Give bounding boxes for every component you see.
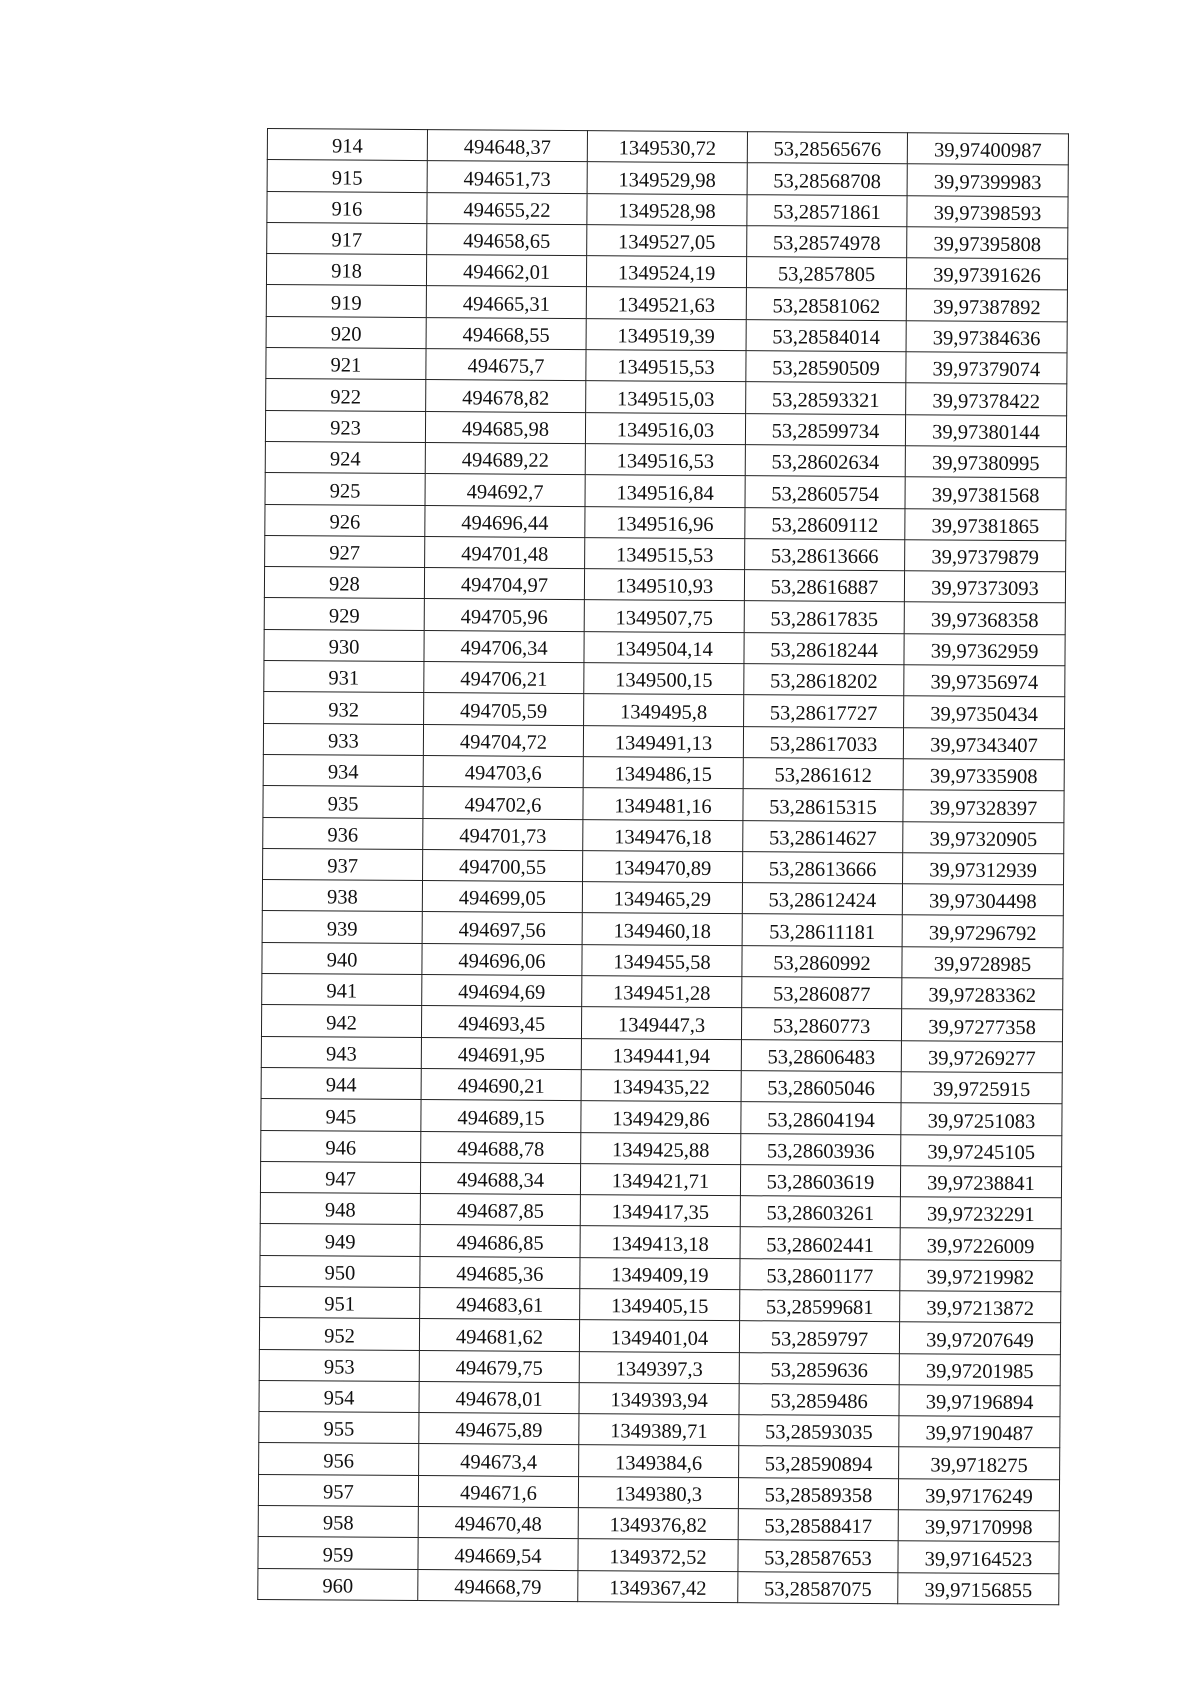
x-coordinate-cell: 494688,78 [421,1131,581,1163]
latitude-cell: 53,28571861 [747,194,907,226]
x-coordinate-cell: 494699,05 [422,881,582,913]
latitude-cell: 53,28568708 [747,163,907,195]
longitude-cell: 39,97176249 [898,1478,1059,1510]
y-coordinate-cell: 1349530,72 [587,131,747,163]
y-coordinate-cell: 1349460,18 [582,913,742,945]
longitude-cell: 39,97312939 [903,853,1064,885]
latitude-cell: 53,28581062 [746,288,906,320]
x-coordinate-cell: 494668,79 [418,1569,578,1601]
point-number-cell: 947 [260,1161,420,1193]
latitude-cell: 53,28602441 [740,1227,900,1259]
longitude-cell: 39,97245105 [901,1134,1062,1166]
y-coordinate-cell: 1349441,94 [581,1038,741,1070]
latitude-cell: 53,2860877 [742,977,902,1009]
point-number-cell: 951 [260,1286,420,1318]
longitude-cell: 39,9718275 [899,1447,1060,1479]
y-coordinate-cell: 1349491,13 [583,725,743,757]
latitude-cell: 53,28603936 [741,1133,901,1165]
point-number-cell: 960 [258,1568,418,1600]
point-number-cell: 948 [260,1193,420,1225]
latitude-cell: 53,2860773 [741,1008,901,1040]
point-number-cell: 921 [266,348,426,380]
point-number-cell: 950 [260,1255,420,1287]
y-coordinate-cell: 1349481,16 [583,788,743,820]
y-coordinate-cell: 1349476,18 [583,819,743,851]
longitude-cell: 39,97164523 [898,1541,1059,1573]
x-coordinate-cell: 494705,59 [424,693,584,725]
point-number-cell: 944 [261,1067,421,1099]
x-coordinate-cell: 494694,69 [422,975,582,1007]
latitude-cell: 53,28617727 [744,695,904,727]
longitude-cell: 39,97400987 [907,133,1068,165]
y-coordinate-cell: 1349516,53 [585,444,745,476]
longitude-cell: 39,97201985 [899,1353,1060,1385]
longitude-cell: 39,97350434 [904,696,1065,728]
point-number-cell: 940 [262,942,422,974]
y-coordinate-cell: 1349515,53 [585,537,745,569]
y-coordinate-cell: 1349417,35 [580,1195,740,1227]
x-coordinate-cell: 494655,22 [427,192,587,224]
latitude-cell: 53,28616887 [744,570,904,602]
x-coordinate-cell: 494689,15 [421,1100,581,1132]
y-coordinate-cell: 1349515,53 [586,350,746,382]
point-number-cell: 953 [259,1349,419,1381]
x-coordinate-cell: 494692,7 [425,474,585,506]
longitude-cell: 39,97296792 [902,915,1063,947]
longitude-cell: 39,97328397 [903,790,1064,822]
x-coordinate-cell: 494673,4 [419,1444,579,1476]
y-coordinate-cell: 1349516,84 [585,475,745,507]
latitude-cell: 53,2861612 [743,758,903,790]
point-number-cell: 938 [262,880,422,912]
point-number-cell: 924 [265,441,425,473]
y-coordinate-cell: 1349389,71 [579,1414,739,1446]
point-number-cell: 928 [264,567,424,599]
x-coordinate-cell: 494681,62 [419,1319,579,1351]
x-coordinate-cell: 494688,34 [420,1162,580,1194]
y-coordinate-cell: 1349516,96 [585,506,745,538]
longitude-cell: 39,97219982 [900,1259,1061,1291]
point-number-cell: 935 [263,786,423,818]
latitude-cell: 53,28605046 [741,1071,901,1103]
latitude-cell: 53,28617033 [743,726,903,758]
point-number-cell: 922 [266,379,426,411]
latitude-cell: 53,28593035 [739,1415,899,1447]
point-number-cell: 957 [258,1474,418,1506]
point-number-cell: 939 [262,911,422,943]
latitude-cell: 53,28602634 [745,445,905,477]
y-coordinate-cell: 1349455,58 [582,944,742,976]
latitude-cell: 53,28590894 [739,1446,899,1478]
point-number-cell: 937 [263,848,423,880]
longitude-cell: 39,97226009 [900,1228,1061,1260]
longitude-cell: 39,97384636 [906,321,1067,353]
longitude-cell: 39,97381865 [905,508,1066,540]
longitude-cell: 39,97378422 [906,383,1067,415]
longitude-cell: 39,97170998 [898,1510,1059,1542]
x-coordinate-cell: 494679,75 [419,1350,579,1382]
x-coordinate-cell: 494683,61 [420,1288,580,1320]
y-coordinate-cell: 1349435,22 [581,1070,741,1102]
y-coordinate-cell: 1349425,88 [581,1132,741,1164]
x-coordinate-cell: 494705,96 [424,599,584,631]
longitude-cell: 39,9728985 [902,946,1063,978]
point-number-cell: 956 [259,1443,419,1475]
x-coordinate-cell: 494701,48 [425,536,585,568]
y-coordinate-cell: 1349397,3 [579,1351,739,1383]
y-coordinate-cell: 1349515,03 [586,381,746,413]
x-coordinate-cell: 494675,89 [419,1413,579,1445]
y-coordinate-cell: 1349376,82 [578,1508,738,1540]
longitude-cell: 39,97251083 [901,1103,1062,1135]
x-coordinate-cell: 494696,44 [425,505,585,537]
x-coordinate-cell: 494685,36 [420,1256,580,1288]
coordinates-table [257,128,1069,1605]
latitude-cell: 53,28611181 [742,914,902,946]
latitude-cell: 53,28618244 [744,632,904,664]
latitude-cell: 53,28618202 [744,664,904,696]
point-number-cell: 914 [267,129,427,161]
latitude-cell: 53,28590509 [746,351,906,383]
point-number-cell: 927 [265,535,425,567]
point-number-cell: 934 [263,754,423,786]
longitude-cell: 39,97283362 [902,978,1063,1010]
latitude-cell: 53,28604194 [741,1102,901,1134]
longitude-cell: 39,97343407 [903,727,1064,759]
longitude-cell: 39,97398593 [907,195,1068,227]
latitude-cell: 53,2859486 [739,1384,899,1416]
latitude-cell: 53,28613666 [743,851,903,883]
latitude-cell: 53,28603261 [740,1196,900,1228]
y-coordinate-cell: 1349527,05 [587,225,747,257]
x-coordinate-cell: 494675,7 [426,349,586,381]
point-number-cell: 925 [265,473,425,505]
y-coordinate-cell: 1349409,19 [580,1257,740,1289]
y-coordinate-cell: 1349380,3 [578,1476,738,1508]
point-number-cell: 926 [265,504,425,536]
latitude-cell: 53,28613666 [745,539,905,571]
x-coordinate-cell: 494671,6 [418,1475,578,1507]
y-coordinate-cell: 1349516,03 [585,412,745,444]
x-coordinate-cell: 494701,73 [423,818,583,850]
point-number-cell: 930 [264,629,424,661]
x-coordinate-cell: 494703,6 [423,755,583,787]
latitude-cell: 53,28599734 [745,413,905,445]
y-coordinate-cell: 1349429,86 [581,1101,741,1133]
y-coordinate-cell: 1349500,15 [584,663,744,695]
latitude-cell: 53,2859636 [739,1352,899,1384]
x-coordinate-cell: 494690,21 [421,1068,581,1100]
point-number-cell: 958 [258,1506,418,1538]
longitude-cell: 39,97213872 [900,1291,1061,1323]
latitude-cell: 53,28587075 [738,1571,898,1603]
y-coordinate-cell: 1349507,75 [584,600,744,632]
y-coordinate-cell: 1349451,28 [582,976,742,1008]
longitude-cell: 39,97373093 [904,571,1065,603]
x-coordinate-cell: 494696,06 [422,943,582,975]
latitude-cell: 53,28615315 [743,789,903,821]
point-number-cell: 915 [267,160,427,192]
latitude-cell: 53,2860992 [742,945,902,977]
y-coordinate-cell: 1349447,3 [581,1007,741,1039]
x-coordinate-cell: 494697,56 [422,912,582,944]
longitude-cell: 39,97320905 [903,821,1064,853]
y-coordinate-cell: 1349393,94 [579,1382,739,1414]
point-number-cell: 917 [267,222,427,254]
longitude-cell: 39,97379879 [905,540,1066,572]
latitude-cell: 53,28565676 [747,132,907,164]
y-coordinate-cell: 1349384,6 [579,1445,739,1477]
point-number-cell: 942 [261,1005,421,1037]
latitude-cell: 53,28593321 [746,382,906,414]
x-coordinate-cell: 494686,85 [420,1225,580,1257]
point-number-cell: 954 [259,1380,419,1412]
longitude-cell: 39,97381568 [905,477,1066,509]
x-coordinate-cell: 494693,45 [421,1006,581,1038]
longitude-cell: 39,97380995 [905,446,1066,478]
latitude-cell: 53,28574978 [747,226,907,258]
table-row [258,1568,1059,1605]
y-coordinate-cell: 1349521,63 [586,287,746,319]
longitude-cell: 39,97362959 [904,633,1065,665]
x-coordinate-cell: 494706,21 [424,662,584,694]
longitude-cell: 39,97304498 [902,884,1063,916]
y-coordinate-cell: 1349470,89 [583,850,743,882]
longitude-cell: 39,97387892 [906,289,1067,321]
x-coordinate-cell: 494670,48 [418,1507,578,1539]
x-coordinate-cell: 494704,97 [424,568,584,600]
latitude-cell: 53,28587653 [738,1540,898,1572]
latitude-cell: 53,28609112 [745,507,905,539]
point-number-cell: 941 [262,974,422,1006]
latitude-cell: 53,28589358 [738,1477,898,1509]
y-coordinate-cell: 1349405,15 [580,1289,740,1321]
y-coordinate-cell: 1349421,71 [580,1163,740,1195]
x-coordinate-cell: 494700,55 [423,849,583,881]
longitude-cell: 39,97379074 [906,352,1067,384]
x-coordinate-cell: 494648,37 [427,130,587,162]
x-coordinate-cell: 494665,31 [426,286,586,318]
x-coordinate-cell: 494651,73 [427,161,587,193]
latitude-cell: 53,28588417 [738,1509,898,1541]
latitude-cell: 53,28603619 [740,1164,900,1196]
longitude-cell: 39,97207649 [899,1322,1060,1354]
x-coordinate-cell: 494685,98 [425,411,585,443]
point-number-cell: 943 [261,1036,421,1068]
latitude-cell: 53,28614627 [743,820,903,852]
y-coordinate-cell: 1349372,52 [578,1539,738,1571]
longitude-cell: 39,97335908 [903,759,1064,791]
point-number-cell: 945 [261,1099,421,1131]
longitude-cell: 39,97391626 [906,258,1067,290]
x-coordinate-cell: 494678,01 [419,1381,579,1413]
point-number-cell: 933 [263,723,423,755]
y-coordinate-cell: 1349529,98 [587,162,747,194]
longitude-cell: 39,97232291 [900,1197,1061,1229]
y-coordinate-cell: 1349367,42 [578,1570,738,1602]
y-coordinate-cell: 1349401,04 [579,1320,739,1352]
latitude-cell: 53,28599681 [740,1290,900,1322]
x-coordinate-cell: 494687,85 [420,1194,580,1226]
y-coordinate-cell: 1349528,98 [587,193,747,225]
longitude-cell: 39,97399983 [907,164,1068,196]
x-coordinate-cell: 494689,22 [425,443,585,475]
longitude-cell: 39,97380144 [905,414,1066,446]
point-number-cell: 946 [261,1130,421,1162]
coordinates-table-body [258,129,1069,1605]
longitude-cell: 39,97238841 [900,1166,1061,1198]
latitude-cell: 53,2859797 [739,1321,899,1353]
y-coordinate-cell: 1349510,93 [584,569,744,601]
x-coordinate-cell: 494706,34 [424,630,584,662]
point-number-cell: 920 [266,316,426,348]
y-coordinate-cell: 1349504,14 [584,631,744,663]
x-coordinate-cell: 494668,55 [426,317,586,349]
x-coordinate-cell: 494658,65 [427,223,587,255]
y-coordinate-cell: 1349413,18 [580,1226,740,1258]
y-coordinate-cell: 1349495,8 [584,694,744,726]
latitude-cell: 53,28601177 [740,1258,900,1290]
latitude-cell: 53,28617835 [744,601,904,633]
longitude-cell: 39,97395808 [907,227,1068,259]
point-number-cell: 949 [260,1224,420,1256]
x-coordinate-cell: 494669,54 [418,1538,578,1570]
longitude-cell: 39,97196894 [899,1385,1060,1417]
y-coordinate-cell: 1349465,29 [582,882,742,914]
point-number-cell: 918 [266,254,426,286]
point-number-cell: 929 [264,598,424,630]
x-coordinate-cell: 494704,72 [423,724,583,756]
latitude-cell: 53,28606483 [741,1039,901,1071]
x-coordinate-cell: 494702,6 [423,787,583,819]
y-coordinate-cell: 1349519,39 [586,318,746,350]
x-coordinate-cell: 494678,82 [426,380,586,412]
y-coordinate-cell: 1349486,15 [583,757,743,789]
y-coordinate-cell: 1349524,19 [586,256,746,288]
longitude-cell: 39,97368358 [904,602,1065,634]
longitude-cell: 39,97356974 [904,665,1065,697]
point-number-cell: 936 [263,817,423,849]
point-number-cell: 955 [259,1412,419,1444]
longitude-cell: 39,9725915 [901,1072,1062,1104]
longitude-cell: 39,97277358 [901,1009,1062,1041]
longitude-cell: 39,97156855 [898,1572,1059,1604]
point-number-cell: 923 [265,410,425,442]
latitude-cell: 53,28584014 [746,319,906,351]
point-number-cell: 959 [258,1537,418,1569]
latitude-cell: 53,28612424 [742,883,902,915]
point-number-cell: 931 [264,661,424,693]
latitude-cell: 53,2857805 [746,257,906,289]
latitude-cell: 53,28605754 [745,476,905,508]
x-coordinate-cell: 494691,95 [421,1037,581,1069]
point-number-cell: 932 [264,692,424,724]
longitude-cell: 39,97190487 [899,1416,1060,1448]
point-number-cell: 919 [266,285,426,317]
longitude-cell: 39,97269277 [901,1040,1062,1072]
point-number-cell: 952 [259,1318,419,1350]
point-number-cell: 916 [267,191,427,223]
x-coordinate-cell: 494662,01 [426,255,586,287]
